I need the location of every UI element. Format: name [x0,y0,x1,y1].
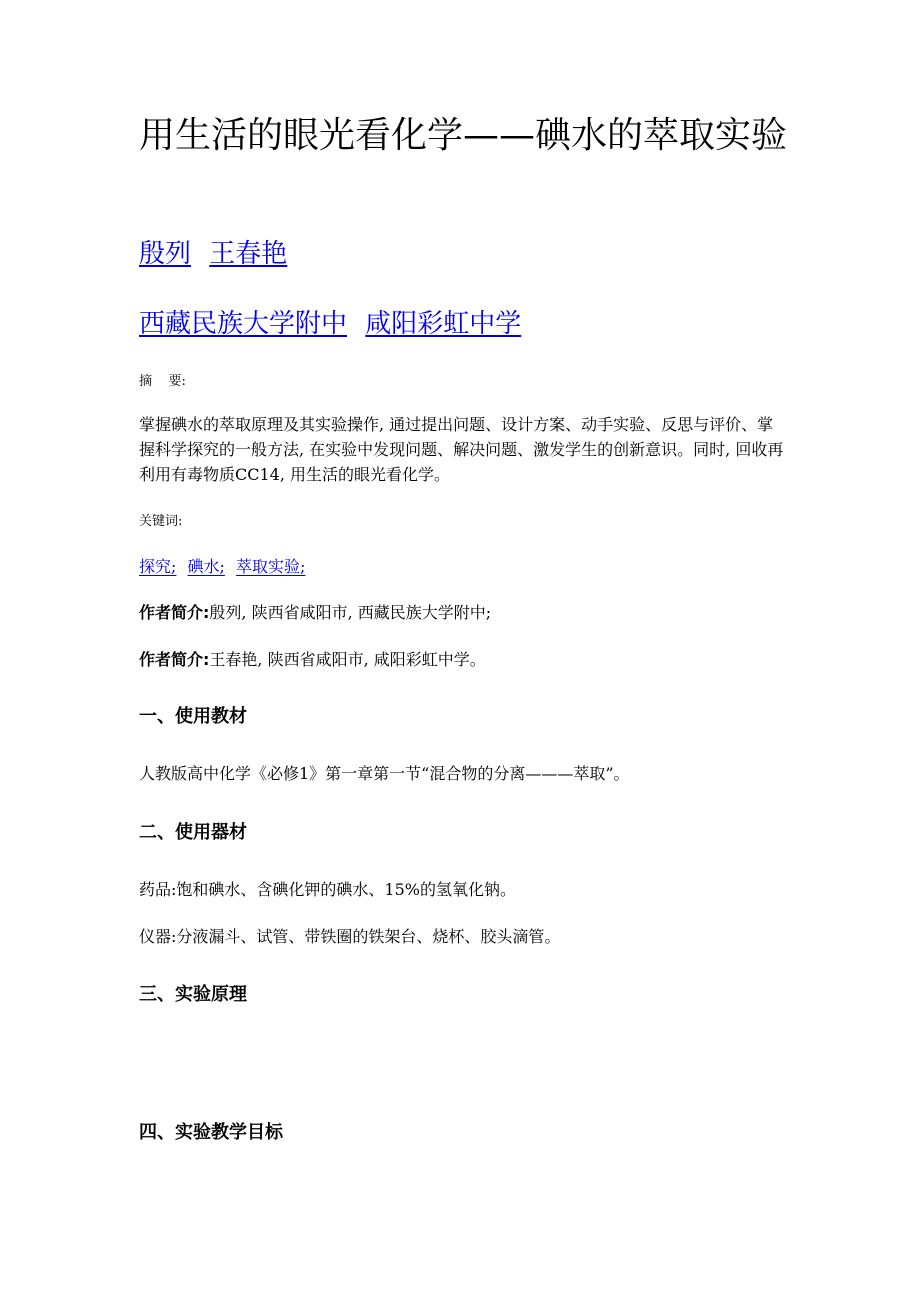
school-links [139,307,531,341]
school-link[interactable]: 咸阳彩虹中学 [365,309,522,339]
author-bio-label: 作者简介: [139,603,210,622]
author-bio [139,649,486,671]
keyword-link[interactable]: 碘水; [187,557,225,576]
author-bio [139,602,491,624]
author-bio-text: 殷列, 陕西省咸阳市, 西藏民族大学附中; [209,603,492,622]
section-heading-objectives: 四、实验教学目标 [139,1122,283,1143]
abstract-label: 摘 要: [139,374,186,389]
author-links [139,237,297,271]
author-bio-label: 作者简介: [139,650,210,669]
keyword-link[interactable]: 探究; [139,557,177,576]
section-paragraph: 仪器:分液漏斗、试管、带铁圈的铁架台、烧杯、胶头滴管。 [139,927,561,946]
section-paragraph: 药品:饱和碘水、含碘化钾的碘水、15%的氢氧化钠。 [139,880,516,899]
keywords-label: 关键词: [139,514,183,529]
section-heading-principle: 三、实验原理 [139,984,247,1005]
keyword-links [139,556,311,578]
keyword-link[interactable]: 萃取实验; [236,557,306,576]
article-title: 用生活的眼光看化学——碘水的萃取实验 [139,115,788,156]
section-heading-equipment: 二、使用器材 [139,822,247,843]
author-link[interactable]: 王春艳 [209,239,288,269]
author-link[interactable]: 殷列 [139,239,192,269]
section-heading-textbook: 一、使用教材 [139,706,247,727]
author-bio-text: 王春艳, 陕西省咸阳市, 咸阳彩虹中学。 [209,650,486,669]
section-paragraph: 人教版高中化学《必修1》第一章第一节“混合物的分离———萃取”。 [139,764,630,783]
abstract-text: 掌握碘水的萃取原理及其实验操作, 通过提出问题、设计方案、动手实验、反思与评价、掌握科学探究的一般方法, 在实验中发现问题、解决问题、激发学生的创新意识。同时, 回收再利用有毒物质CC14, 用生活的眼光看化学。 [139,415,784,484]
school-link[interactable]: 西藏民族大学附中 [139,309,348,339]
